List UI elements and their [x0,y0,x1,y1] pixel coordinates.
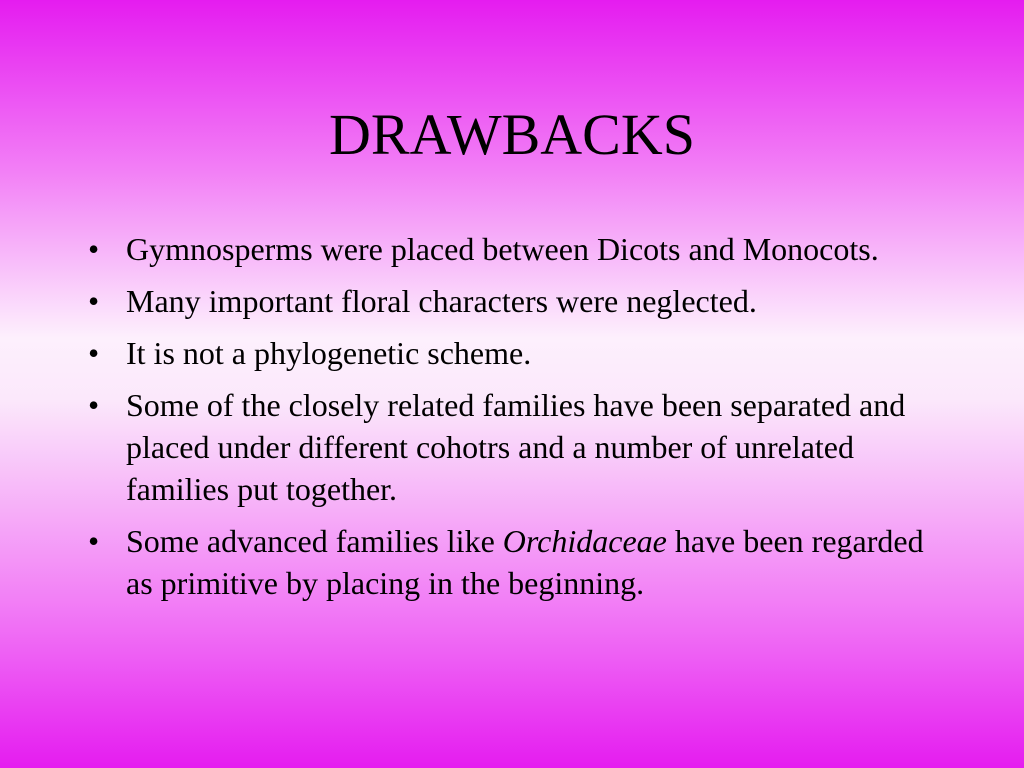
bullet-icon: • [88,387,100,423]
bullet-text-italic: Orchidaceae [502,523,667,559]
bullet-icon: • [88,283,100,319]
list-item [82,520,942,604]
bullet-icon: • [88,523,100,559]
bullet-text: Gymnosperms were placed between Dicots and Monocots. [126,231,879,267]
bullet-text-after: have been regarded as primitive by placing in the beginning. [126,523,924,601]
bullet-text: It is not a phylogenetic scheme. [126,335,532,371]
bullet-list [82,228,942,614]
list-item [82,332,942,374]
bullet-text: Many important floral characters were neglected. [126,283,757,319]
bullet-icon: • [88,231,100,267]
slide-title: DRAWBACKS [329,102,695,167]
bullet-text: Some of the closely related families have been separated and placed under different cohotrs and a number of unrelated families put together. [126,387,906,507]
list-item [82,280,942,322]
bullet-text-before: Some advanced families like [126,523,503,559]
list-item [82,228,942,270]
list-item [82,384,942,510]
bullet-icon: • [88,335,100,371]
